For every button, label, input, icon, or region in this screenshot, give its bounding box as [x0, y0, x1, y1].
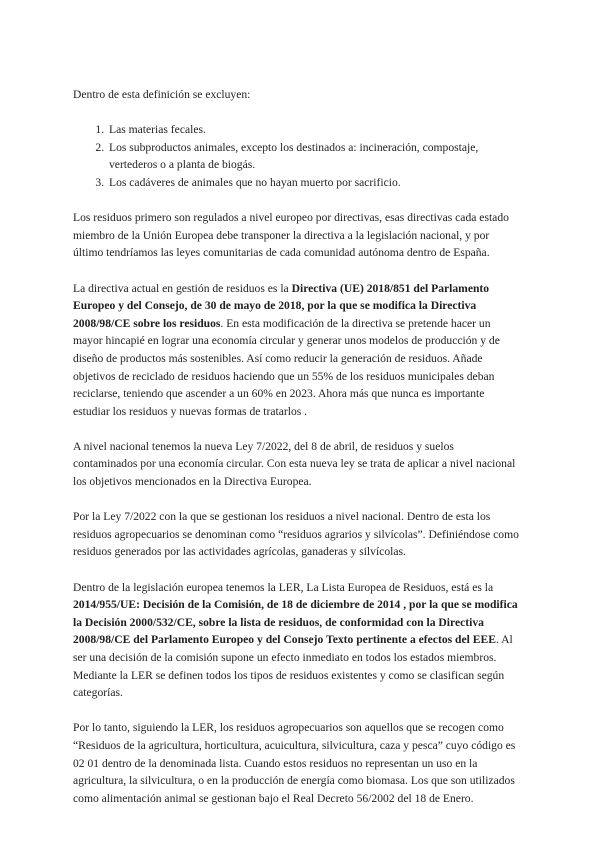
paragraph-national: A nivel nacional tenemos la nueva Ley 7/2022, del 8 de abril, de residuos y suelos contaminados por una economía circular. Con esta nueva ley se trata de aplicar a nivel nacional los objetivos mencionados en la Directiva Europea. [73, 439, 516, 489]
directive-intro: La directiva actual en gestión de residuos es la [73, 281, 292, 295]
ler-intro: Dentro de la legislación europea tenemos la LER, La Lista Europea de Residuos, está es la [73, 580, 494, 594]
ler-decision-title: 2014/955/UE: Decisión de la Comisión, de 18 de diciembre de 2014 , por la que se modifica la Decisión 2000/532/CE, sobre la lista de residuos, de conformidad con la Directiva 2008/98/CE del Parlamento Europeo y del Consejo Texto pertinente a efectos del EEE [73, 598, 518, 647]
ler-body: . Al ser una decisión de la comisión supone un efecto inmediato en todos los estados miembros. Mediante la LER se definen todos los tipos de residuos existentes y como se clasifican según categorías. [73, 633, 513, 700]
exclusion-intro: Dentro de esta definición se excluyen: [73, 88, 251, 101]
paragraph-regulation: Los residuos primero son regulados a nivel europeo por directivas, esas directivas cada estado miembro de la Unión Europea debe transponer la directiva a la legislación nacional, y por último tendríamos las leyes comunitarias de cada comunidad autónoma dentro de España. [73, 211, 509, 260]
paragraph-directive [73, 280, 521, 421]
directive-title: Directiva (UE) 2018/851 del Parlamento Europeo y del Consejo, de 30 de mayo de 2018, por la que se modifica la Directiva 2008/98/CE sobre los residuos [73, 281, 490, 330]
list-item: 2. Los subproductos animales, excepto los destinados a: incineración, compostaje, vertederos o a planta de biogás. [107, 139, 521, 174]
list-item: 1. Las materias fecales. [107, 121, 521, 139]
directive-body: . En esta modificación de la directiva se pretende hacer un mayor hincapié en lograr una economía circular y generar unos modelos de producción y de diseño de productos más sostenibles. Así como reducir la generación de residuos. Añade objetivos de reciclado de residuos haciendo que un 55% de los residuos municipales deban reciclarse, teniendo que ascender a un 60% en 2023. Ahora más que nunca es importante estudiar los residuos y nuevas formas de tratarlos . [73, 316, 500, 418]
paragraph-conclusion: Por lo tanto, siguiendo la LER, los residuos agropecuarios son aquellos que se recogen como “Residuos de la agricultura, horticultura, acuicultura, silvicultura, caza y pesca” cuyo código es 02 01 dentro de la denominada lista. Cuando estos residuos no representan un uso en la agricultura, la silvicultura, o en la producción de energía como biomasa. Los que son utilizados como alimentación animal se gestionan bajo el Real Decreto 56/2002 del 18 de Enero. [73, 721, 516, 805]
paragraph-ler [73, 579, 521, 702]
list-item: 3. Los cadáveres de animales que no hayan muerto por sacrificio. [107, 174, 521, 192]
document-page [73, 86, 521, 825]
exclusion-list [73, 121, 521, 191]
paragraph-ley7: Por la Ley 7/2022 con la que se gestionan los residuos a nivel nacional. Dentro de esta los residuos agropecuarios se denominan como “residuos agrarios y silvícolas”. Definiéndose como residuos generados por las actividades agrícolas, ganaderas y silvícolas. [73, 510, 519, 559]
